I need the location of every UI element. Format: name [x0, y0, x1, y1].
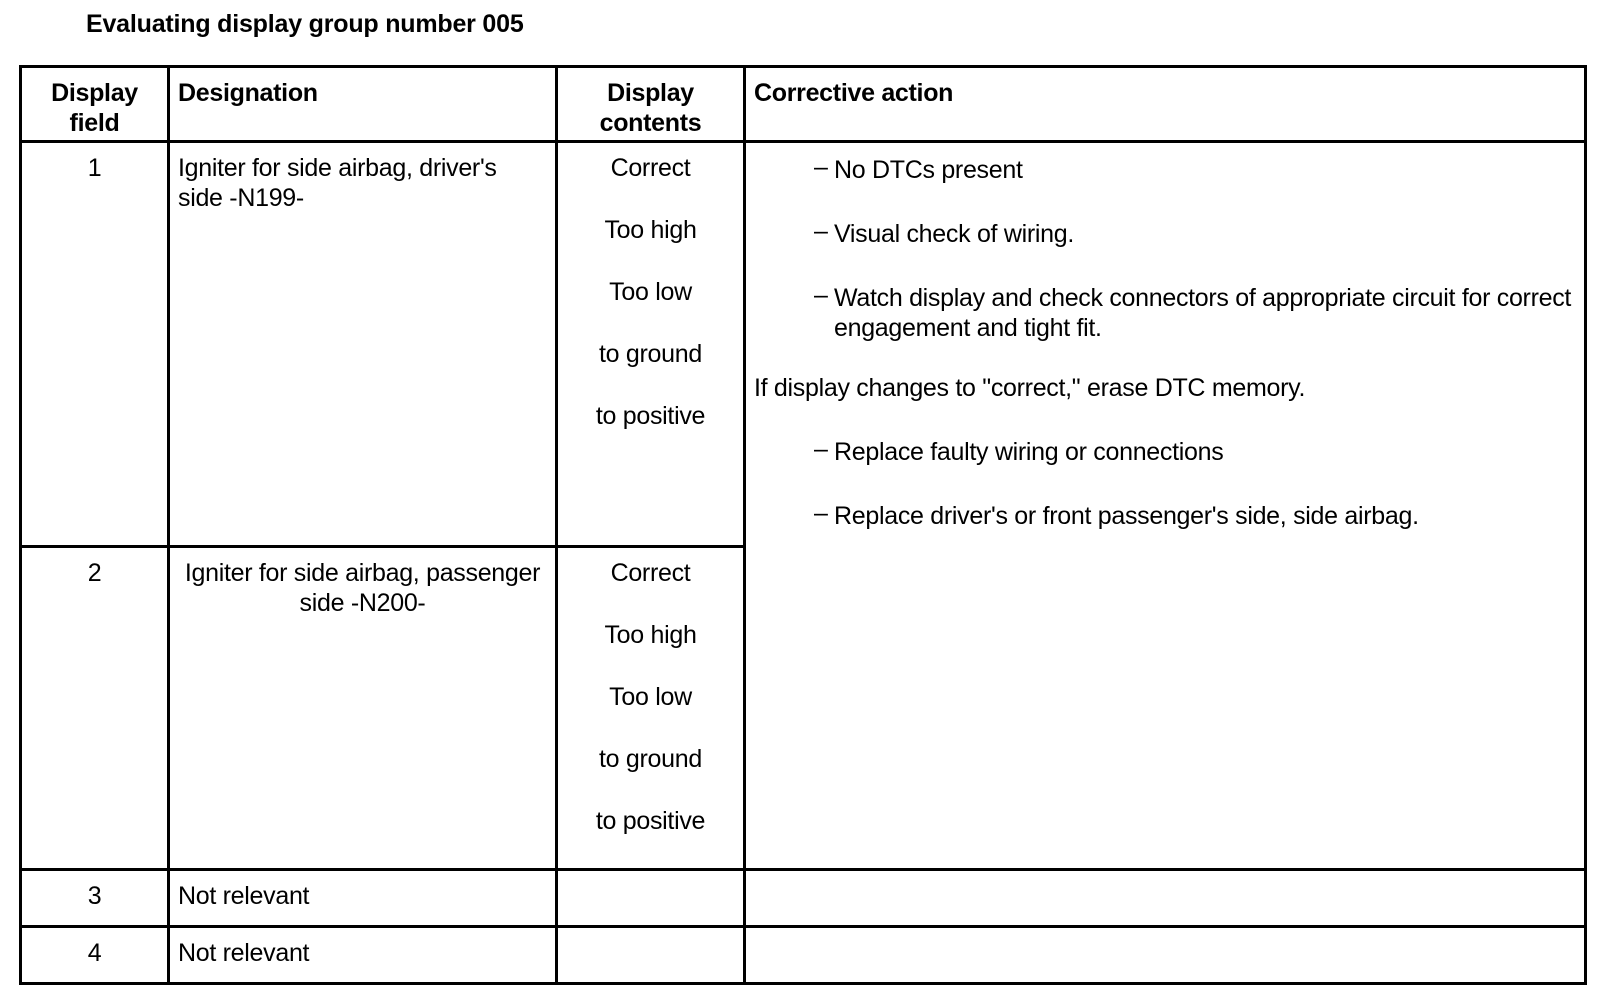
display-field-cell: 2	[21, 547, 169, 870]
display-contents-cell	[557, 547, 745, 870]
contents-value: Too low	[609, 278, 692, 306]
corrective-action-cell	[745, 870, 1586, 927]
page-title: Evaluating display group number 005	[86, 10, 524, 38]
contents-value: Correct	[610, 154, 691, 182]
header-designation: Designation	[169, 67, 557, 142]
action-step: – Watch display and check connectors of appropriate circuit for correct engagement and tight fit.	[814, 281, 1572, 342]
table-row	[21, 142, 1586, 547]
designation-cell: Not relevant	[169, 870, 557, 927]
contents-value: to ground	[599, 745, 702, 773]
table-header-row	[21, 67, 1586, 142]
display-field-cell: 4	[21, 927, 169, 984]
action-step: – No DTCs present	[814, 153, 1023, 184]
display-contents-cell	[557, 927, 745, 984]
dash-bullet: –	[814, 217, 828, 245]
corrective-action-cell	[745, 927, 1586, 984]
header-corrective-action: Corrective action	[745, 67, 1586, 142]
contents-value: Too high	[604, 621, 697, 649]
contents-value: to ground	[599, 340, 702, 368]
contents-value: Correct	[610, 559, 691, 587]
action-step: – Replace driver's or front passenger's side, side airbag.	[814, 499, 1419, 530]
action-step: – Visual check of wiring.	[814, 217, 1074, 248]
display-field-cell: 1	[21, 142, 169, 547]
contents-value: to positive	[595, 807, 706, 835]
dash-bullet: –	[814, 435, 828, 463]
display-group-table	[19, 65, 1587, 985]
display-contents-cell	[557, 870, 745, 927]
contents-value: Too high	[604, 216, 697, 244]
display-contents-cell	[557, 142, 745, 547]
contents-value: to positive	[595, 402, 706, 430]
action-step: – Replace faulty wiring or connections	[814, 435, 1224, 466]
display-field-cell: 3	[21, 870, 169, 927]
table-row	[21, 870, 1586, 927]
designation-cell: Igniter for side airbag, driver's side -N199-	[169, 142, 557, 547]
designation-cell: Not relevant	[169, 927, 557, 984]
action-note: If display changes to "correct," erase DTC memory.	[754, 374, 1306, 402]
dash-bullet: –	[814, 153, 828, 181]
dash-bullet: –	[814, 499, 828, 527]
header-display-field: Display field	[21, 67, 169, 142]
contents-value: Too low	[609, 683, 692, 711]
table-row	[21, 927, 1586, 984]
designation-cell: Igniter for side airbag, passenger side -N200-	[169, 547, 557, 870]
corrective-action-cell	[745, 142, 1586, 870]
dash-bullet: –	[814, 281, 828, 309]
header-display-contents: Display contents	[557, 67, 745, 142]
